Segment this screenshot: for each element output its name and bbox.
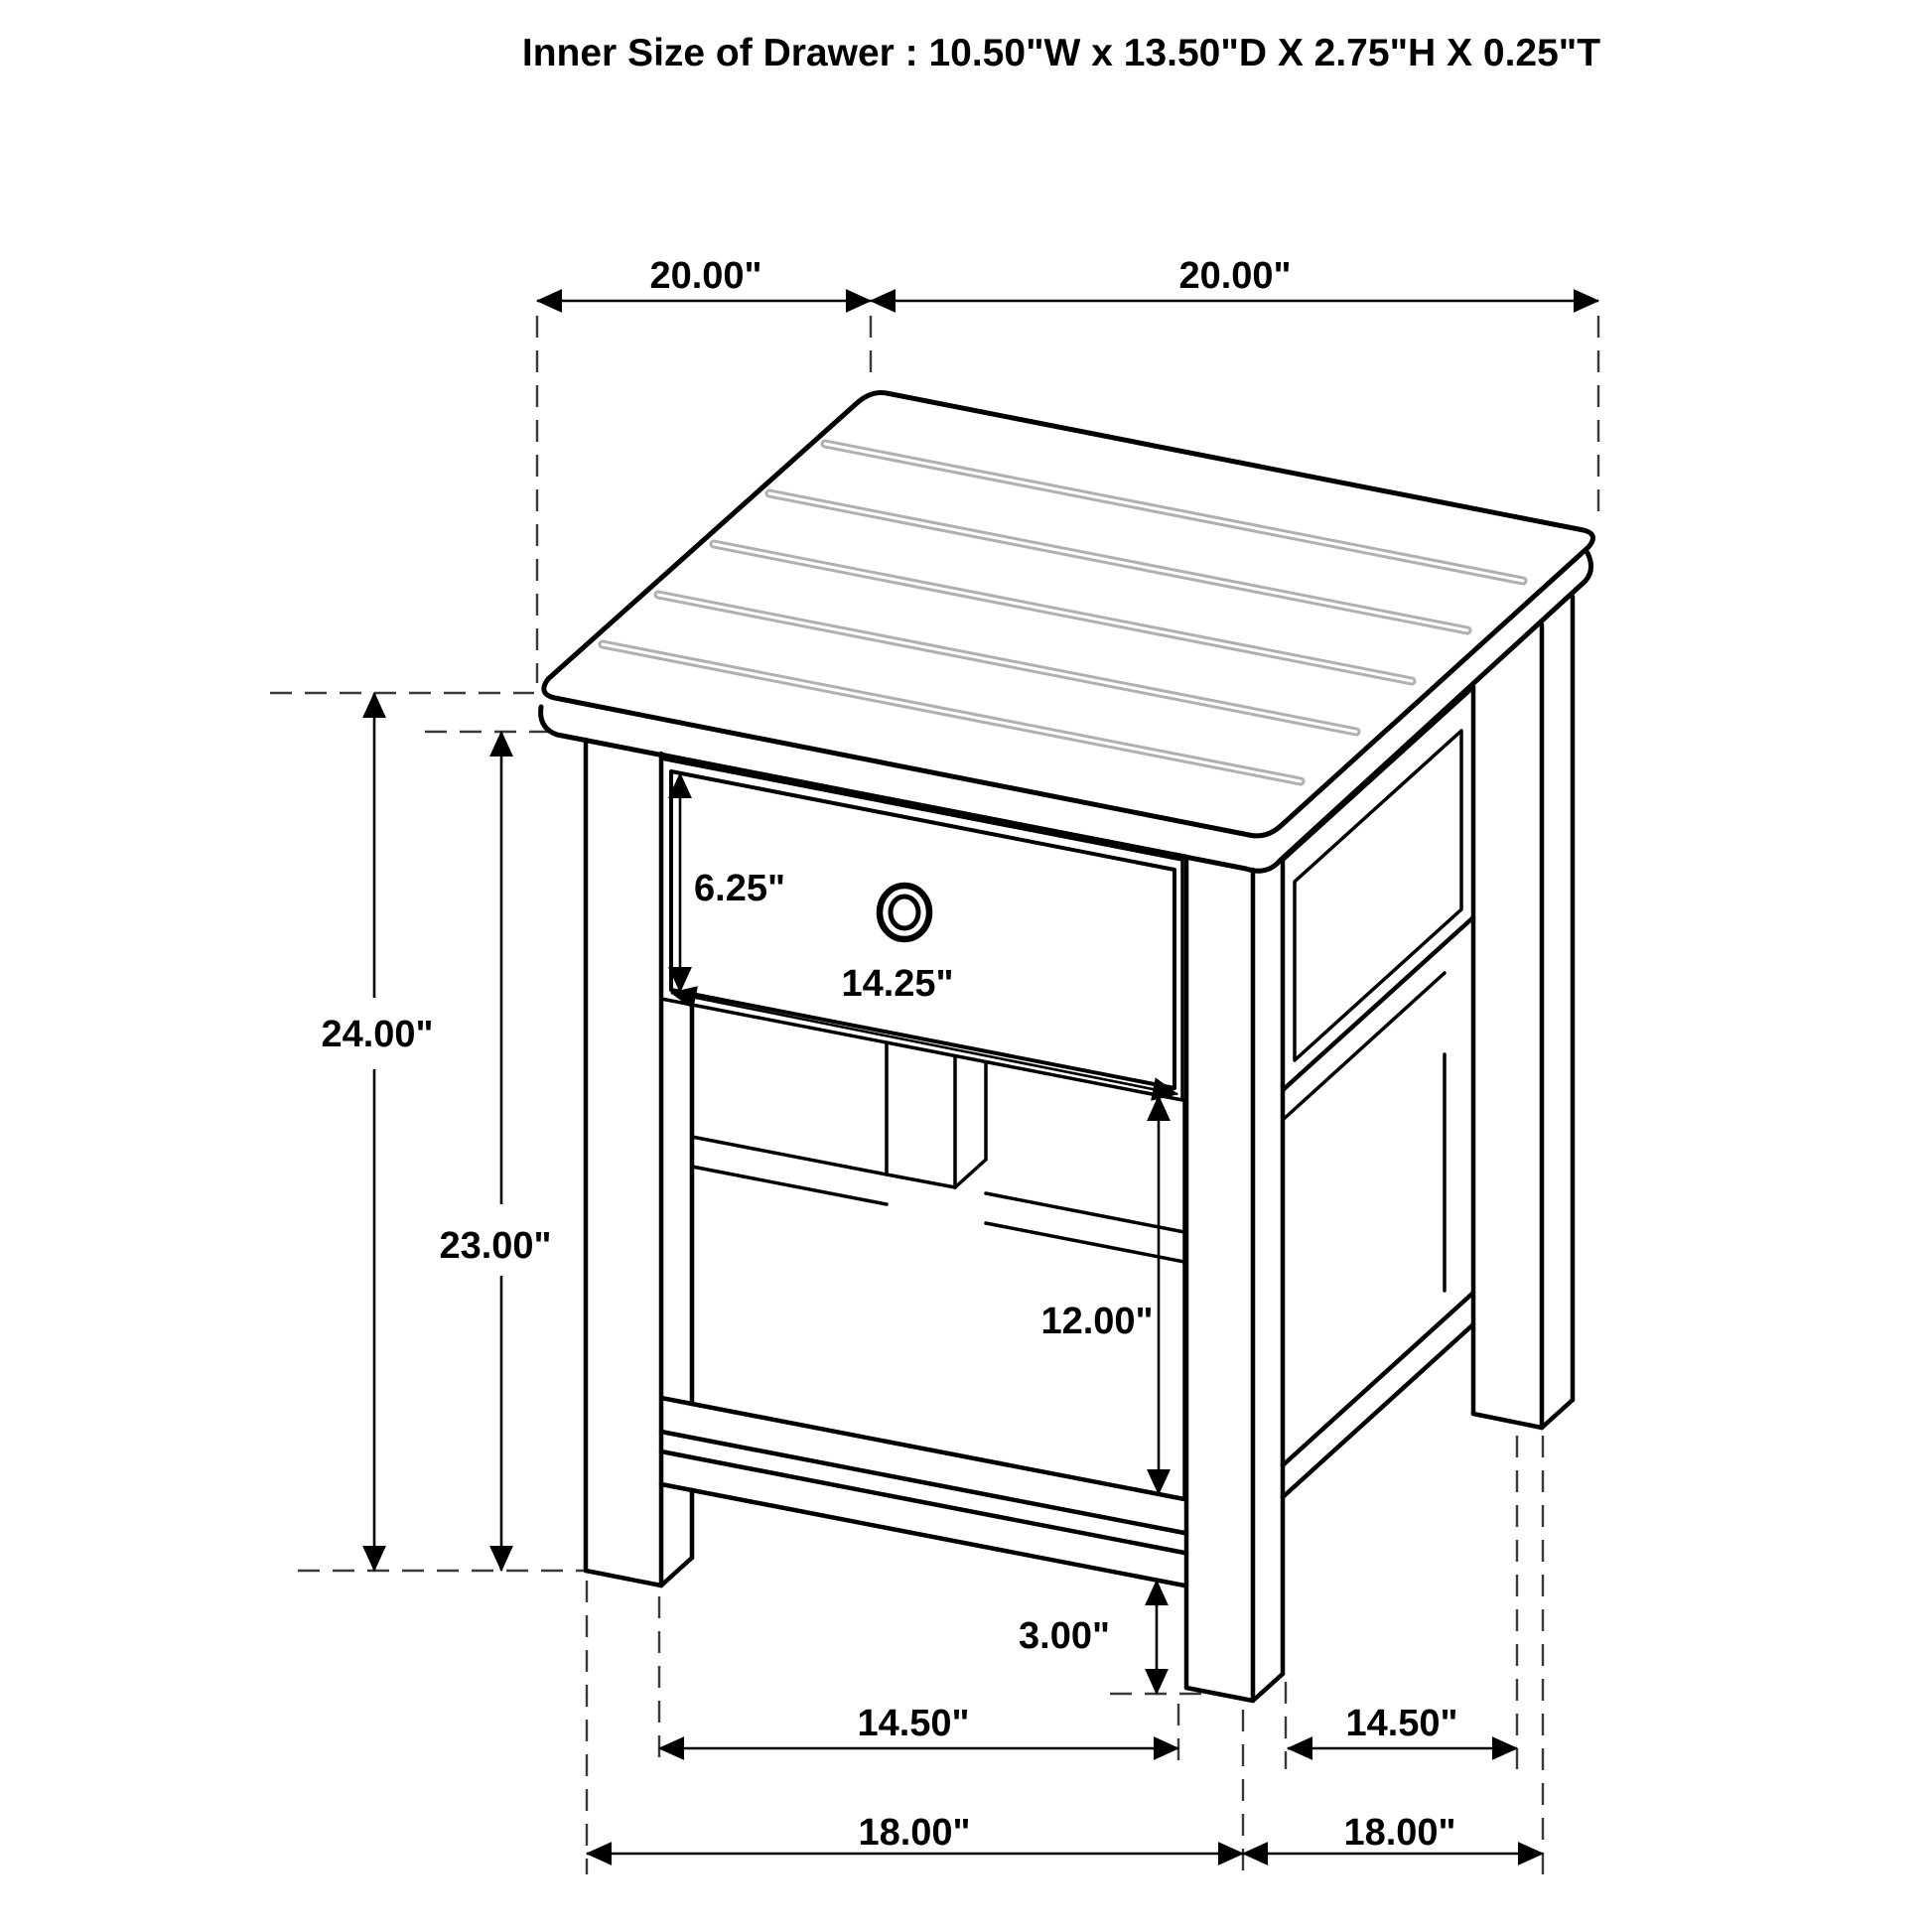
dim-label-drawer-face-width: 14.25" [841, 963, 954, 1005]
dim-label-base-width: 18.00" [858, 1812, 971, 1854]
drawer-assembly [661, 759, 1182, 1100]
dim-label-overall-height: 24.00" [321, 1014, 434, 1055]
table-drawing [541, 392, 1593, 1701]
dim-label-shelf-clearance: 12.00" [1040, 1301, 1154, 1342]
dim-label-top-width: 20.00" [649, 255, 762, 297]
dim-label-side-leg-span: 14.50" [1345, 1703, 1458, 1744]
open-compartment [692, 1044, 1184, 1497]
dim-label-front-leg-span: 14.50" [857, 1703, 970, 1744]
page-title: Inner Size of Drawer : 10.50"W x 13.50"D X 2.75"H X 0.25"T [521, 32, 1601, 74]
dim-label-height-below-top: 23.00" [439, 1225, 552, 1267]
dim-label-drawer-face-height: 6.25" [694, 868, 785, 909]
dim-label-top-depth: 20.00" [1178, 255, 1292, 297]
right-side-face [1283, 731, 1473, 1497]
dim-label-base-depth: 18.00" [1343, 1812, 1456, 1854]
lower-shelf [661, 1398, 1184, 1586]
dim-label-base-height: 3.00" [1019, 1615, 1110, 1657]
